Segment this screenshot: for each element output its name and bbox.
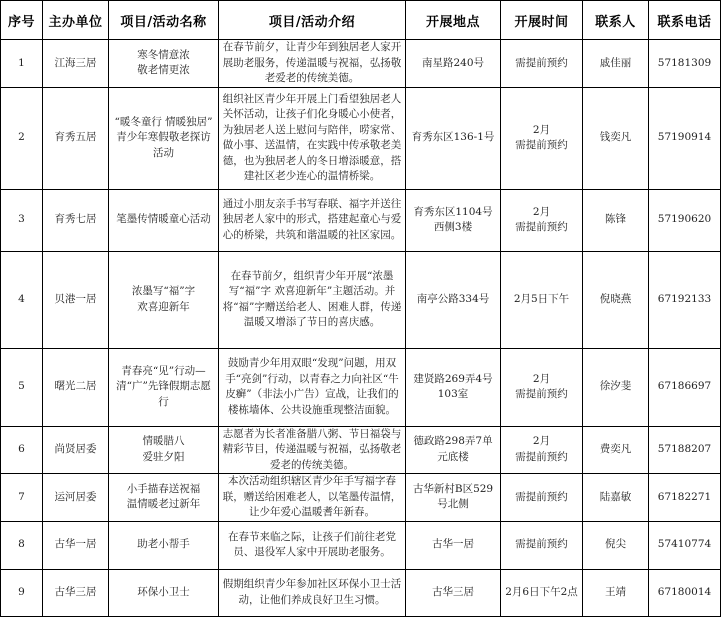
table-row: [1, 569, 721, 616]
header-name: 项目/活动名称: [109, 1, 219, 40]
place-line: 号北侧: [437, 498, 469, 511]
cell-place: [406, 474, 501, 522]
cell-contact: 倪晓燕: [583, 251, 649, 348]
place-line: 育秀东区1104号: [413, 205, 493, 218]
cell-contact: 戚佳丽: [583, 40, 649, 88]
cell-name: [109, 87, 219, 189]
cell-place: [406, 569, 501, 616]
place-line: 古华新村B区529: [412, 482, 494, 495]
name-line: 敬老情更浓: [137, 64, 190, 77]
name-line: 助老小帮手: [137, 538, 190, 551]
cell-unit: 贝港一居: [43, 251, 109, 348]
cell-time: [501, 87, 583, 189]
time-line: 需提前预约: [515, 538, 568, 551]
cell-name: [109, 348, 219, 426]
header-row: [1, 1, 721, 40]
cell-name: [109, 474, 219, 522]
cell-intro: 鼓励青少年用双眼“发现”问题，用双手“亮剑”行动，以青春之力向社区“牛皮癣”（非法小广告）宣战，让我们的楼栋墙体、公共设施重现整洁面貌。: [219, 348, 406, 426]
cell-no: 2: [1, 87, 43, 189]
cell-time: [501, 348, 583, 426]
name-line: 温情暖老过新年: [126, 498, 201, 511]
table-row: [1, 521, 721, 569]
time-line: 2月6日下午2点: [505, 585, 578, 598]
cell-name: [109, 426, 219, 474]
cell-time: [501, 521, 583, 569]
cell-unit: 曙光二居: [43, 348, 109, 426]
cell-place: [406, 251, 501, 348]
cell-phone: 67180014: [649, 569, 721, 616]
cell-place: [406, 87, 501, 189]
cell-phone: 57188207: [649, 426, 721, 474]
cell-no: 9: [1, 569, 43, 616]
cell-contact: 钱奕凡: [583, 87, 649, 189]
place-line: 南亭公路334号: [416, 292, 490, 305]
cell-unit: 古华一居: [43, 521, 109, 569]
header-contact: 联系人: [583, 1, 649, 40]
cell-time: [501, 474, 583, 522]
cell-phone: 57190620: [649, 189, 721, 251]
time-line: 2月5日下午: [513, 292, 570, 305]
time-line: 需提前预约: [515, 221, 568, 233]
name-line: 寒冬情意浓: [137, 48, 190, 61]
name-line: 情暖腊八: [142, 435, 185, 448]
header-time: 开展时间: [501, 1, 583, 40]
cell-unit: 育秀五居: [43, 87, 109, 189]
cell-time: [501, 189, 583, 251]
cell-no: 6: [1, 426, 43, 474]
header-intro: 项目/活动介绍: [219, 1, 406, 40]
header-no: 序号: [1, 1, 43, 40]
place-line: 育秀东区136-1号: [411, 131, 495, 144]
place-line: 德政路298弄7单: [413, 435, 493, 448]
name-line: 笔墨传情暖童心活动: [116, 213, 211, 226]
cell-intro: 在春节来临之际，让孩子们前往老党员、退役军人家中开展助老服务。: [219, 521, 406, 569]
time-line: 需提前预约: [515, 388, 568, 400]
cell-contact: 费奕凡: [583, 426, 649, 474]
cell-intro: 通过小朋友亲手书写春联、福字并送往独居老人家中的形式，搭建起童心与爱心的桥梁，共筑和谐温暖的社区家园。: [219, 189, 406, 251]
cell-time: [501, 426, 583, 474]
table-row: [1, 189, 721, 251]
cell-place: [406, 189, 501, 251]
time-line: 需提前预约: [515, 490, 568, 503]
time-line: 需提前预约: [515, 139, 568, 151]
cell-intro: 在春节前夕，组织青少年开展“浓墨写“福”字 欢喜迎新年”主题活动。并将“福”字赠送给老人、困难人群，传递温暖又增添了节日的喜庆感。: [219, 251, 406, 348]
cell-time: [501, 251, 583, 348]
cell-unit: 古华三居: [43, 569, 109, 616]
cell-unit: 育秀七居: [43, 189, 109, 251]
header-unit: 主办单位: [43, 1, 109, 40]
cell-place: [406, 40, 501, 88]
cell-intro: 在春节前夕，让青少年到独居老人家开展助老服务，传递温暖与祝福，弘扬敬老爱老的传统美德。: [219, 40, 406, 88]
time-line: 2月: [532, 435, 551, 448]
cell-name: [109, 251, 219, 348]
cell-place: [406, 521, 501, 569]
cell-contact: 陈锋: [583, 189, 649, 251]
table-row: [1, 251, 721, 348]
table-row: [1, 426, 721, 474]
table-row: [1, 348, 721, 426]
place-line: 古华三居: [432, 585, 474, 598]
place-line: 元底楼: [437, 450, 469, 463]
table-row: [1, 87, 721, 189]
header-phone: 联系电话: [649, 1, 721, 40]
cell-no: 3: [1, 189, 43, 251]
cell-name: [109, 40, 219, 88]
cell-phone: 57410774: [649, 521, 721, 569]
cell-contact: 徐汐斐: [583, 348, 649, 426]
place-line: 建贤路269弄4号: [413, 372, 493, 385]
name-line: 环保小卫士: [137, 585, 190, 598]
cell-phone: 57181309: [649, 40, 721, 88]
cell-unit: 江海三居: [43, 40, 109, 88]
table-row: [1, 474, 721, 522]
place-line: 西侧3楼: [433, 221, 473, 233]
name-line: “暖冬童行 情暖独居” 青少年寒假敬老探访活动: [114, 115, 213, 159]
cell-place: [406, 426, 501, 474]
header-place: 开展地点: [406, 1, 501, 40]
cell-phone: 67192133: [649, 251, 721, 348]
cell-name: [109, 521, 219, 569]
cell-no: 1: [1, 40, 43, 88]
time-line: 需提前预约: [515, 56, 568, 69]
name-line: 爱驻夕阳: [142, 450, 185, 463]
cell-time: [501, 40, 583, 88]
time-line: 2月: [532, 123, 551, 136]
cell-place: [406, 348, 501, 426]
cell-unit: 尚贤居委: [43, 426, 109, 474]
cell-intro: 本次活动组织辖区青少年手写福字春联，赠送给困难老人，以笔墨传温情，让少年爱心温暖耆年新春。: [219, 474, 406, 522]
place-line: 103室: [437, 388, 469, 400]
time-line: 2月: [532, 372, 551, 385]
cell-phone: 67186697: [649, 348, 721, 426]
cell-intro: 假期组织青少年参加社区环保小卫士活动，让他们养成良好卫生习惯。: [219, 569, 406, 616]
cell-unit: 运河居委: [43, 474, 109, 522]
place-line: 古华一居: [432, 538, 474, 551]
cell-phone: 57190914: [649, 87, 721, 189]
time-line: 需提前预约: [515, 450, 568, 463]
cell-no: 7: [1, 474, 43, 522]
name-line: 小手描春送祝福: [126, 482, 201, 495]
cell-name: [109, 569, 219, 616]
cell-intro: 组织社区青少年开展上门看望独居老人关怀活动，让孩子们化身暖心小使者，为独居老人送上慰问与陪伴，唠家常、做小事、送温情，在实践中传承敬老美德，也为独居老人的冬日增添暖意，搭建社区老少连心的温情桥梁。: [219, 87, 406, 189]
cell-contact: 陆嘉敏: [583, 474, 649, 522]
cell-contact: 王靖: [583, 569, 649, 616]
cell-phone: 67182271: [649, 474, 721, 522]
table-row: [1, 40, 721, 88]
name-line: 欢喜迎新年: [137, 300, 190, 313]
name-line: 青春亮“见”行动—清“广”先锋假期志愿行: [116, 364, 211, 408]
cell-name: [109, 189, 219, 251]
cell-time: [501, 569, 583, 616]
cell-no: 4: [1, 251, 43, 348]
cell-intro: 志愿者为长者准备腊八粥、节日福袋与精彩节目，传递温暖与祝福，弘扬敬老爱老的传统美德。: [219, 426, 406, 474]
cell-no: 8: [1, 521, 43, 569]
place-line: 南星路240号: [421, 56, 485, 69]
name-line: 浓墨写“福”字: [131, 285, 196, 297]
cell-contact: 倪尖: [583, 521, 649, 569]
cell-no: 5: [1, 348, 43, 426]
time-line: 2月: [532, 205, 551, 218]
